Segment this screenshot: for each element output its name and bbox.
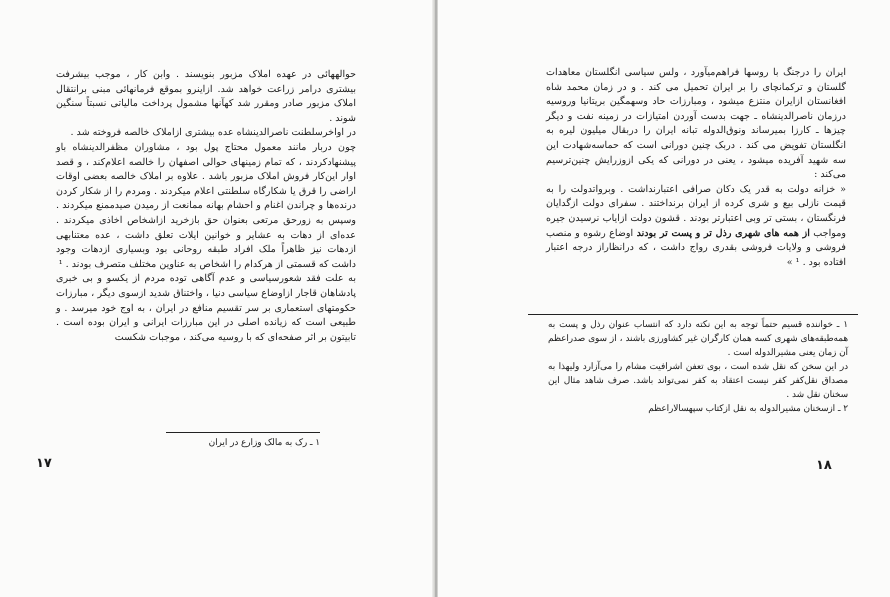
- right-footnote-2: ۲ ـ ازسخنان مشیرالدوله به نقل ازکتاب سپهسالاراعظم: [648, 404, 848, 414]
- right-paragraph-1: ایران را درجنگ با روسها فراهم‌میآورد ، ولس سیاسی انگلستان معاهدات گلستان و ترکمانچای را بر ایران تحمیل می کند . و در زمان محمد شاه افغانستان ازایران منتزع میشود ، ومبارزات حاد وسهمگین بریتانیا وروسیه درزمان ناصرالدینشاه ـ جهت بدست آوردن امتیازات در زمینه نفت و دیگر چیزها ـ کارزا بمیرساند ونوق‌الدوله تبانه ایران را دربقال میلیون لیره به انگلستان تفویض می کند . دربک چنین دورانی‌ است که حماسه‌شهادت این سه شهید آفریده میشود ، یعنی در دورانی که یکی ازوزرایش چنین‌ترسیم می‌کند :: [546, 67, 846, 181]
- left-page-number: ۱۷: [36, 456, 52, 471]
- bold-emphasis: از همه های شهری رذل تر و پست تر بودند: [636, 227, 810, 239]
- right-footnote-1: ۱ ـ خواننده قسیم حتماً توجه به این نکته دارد که انتساب عنوان رذل و پست به همه‌طبقه‌های شهری کسه همان کارگران غیر کشاورزی باشند ، از سوی صدراعظم آن زمان یعنی مشیرالدوله است .: [548, 320, 848, 358]
- right-footnote-1-cont: در این سخن که نقل شده است ، بوی تعفن اشرافیت مشام را می‌آزارد ولیهذا به مصداق نقل‌کفر کفر نیست اعتقاد به کفر نمی‌تواند باشد. صرف شاهد مثال این سخنان نقل شد .: [548, 362, 848, 400]
- right-footnote-rule: [528, 314, 858, 315]
- left-paragraph-4: به علت فقد شعورسیاسی و عدم آگاهی توده مردم از یکسو و بی خبری پادشاهان قاجار ازاوضاع سیاسی دنیا ، واختناق شدید ازسوی دیگر ، مبارزات حکومتهای استعماری بر سر تقسیم منافع در ایران ، به اوج خود میرسد . و طبیعی است که زیانده اصلی در این مبارزات ایرانی و ایران بوده است . تابیتون بر اثر صفحه‌ای که با روسیه می‌کند ، موجبات شکست: [56, 273, 356, 343]
- left-paragraph-2: در اواخرسلطنت ناصرالدینشاه عده بیشتری ازاملاک خالصه فروخته شد .: [70, 127, 356, 139]
- right-footnotes: [548, 318, 848, 416]
- left-page: [0, 0, 436, 597]
- left-footnote-rule: [166, 432, 320, 433]
- right-page-number: ۱۸: [816, 458, 832, 473]
- right-page: [438, 0, 890, 597]
- left-footnotes: [130, 436, 320, 450]
- left-paragraph-3: چون دربار مانند معمول محتاج پول بود ، مشاوران مظفرالدینشاه باو پیشنهادکردند ، که تمام زمینهای حوالی اصفهان را خالصه اعلام‌کند ، و قصد اوار این‌کار فروش املاک مزبور باشد . علاوه بر املاک خالصه بعضی اوقات اراضی را قرق یا شکارگاه سلطنتی اعلام میکردند . ومردم را از شکار کردن درنده‌ها و چراندن اغنام و احشام بهانه ممانعت از رمیدن صیدممنع میکردند . وسپس به زورحق مرتعی بعنوان حق بازخرید ازاشخاص اخاذی میکردند . عده‌ای از دهات به عشایر و خوانین ایلات تعلق داشت ، عده معتنابهی ازدهات نیز ظاهراً ملک افراد طبقه روحانی بود وبسیاری ازدهات وجود داشت که قسمتی از هرکدام را اشخاص به عناوین مختلف متصرف بودند . ¹: [56, 141, 356, 270]
- right-page-body: [546, 66, 846, 270]
- left-paragraph-1: حوالههائی در عهده املاک مزبور بنویسند . وابن کار ، موجب بیشرفت بیشتری درامر زراعت خواهد شد. ازاینرو بموقع فرمانهائی مبنی برانتقال املاک مزبور صادر ومقرر شد کهآنها مشمول پرداخت مالیاتی نسبتاً سنگین شوند .: [56, 69, 356, 124]
- left-page-body: [56, 68, 356, 345]
- left-footnote-1: ۱ ـ رک به مالک وزارع در ایران: [208, 438, 320, 448]
- right-quote-paragraph: « خزانه دولت به قدر یک دکان صرافی اعتبارنداشت . وبرواتدولت را به قیمت نازلی بیع و شری کرده از ایران برنداختند . سفرای دولت ازگدایان فرنگستان ، بستی تر وبی اعتبارتر بودند . قشون دولت ازایاب نرسیدن جیره ومواجب از همه های شهری رذل تر و پست تر بودند اوضاع رشوه و منصب فروشی و ولایات فروشی بقدری رواج داشت ، که درانظاراز درجه اعتبار افتاده بود . ¹ »: [546, 183, 846, 268]
